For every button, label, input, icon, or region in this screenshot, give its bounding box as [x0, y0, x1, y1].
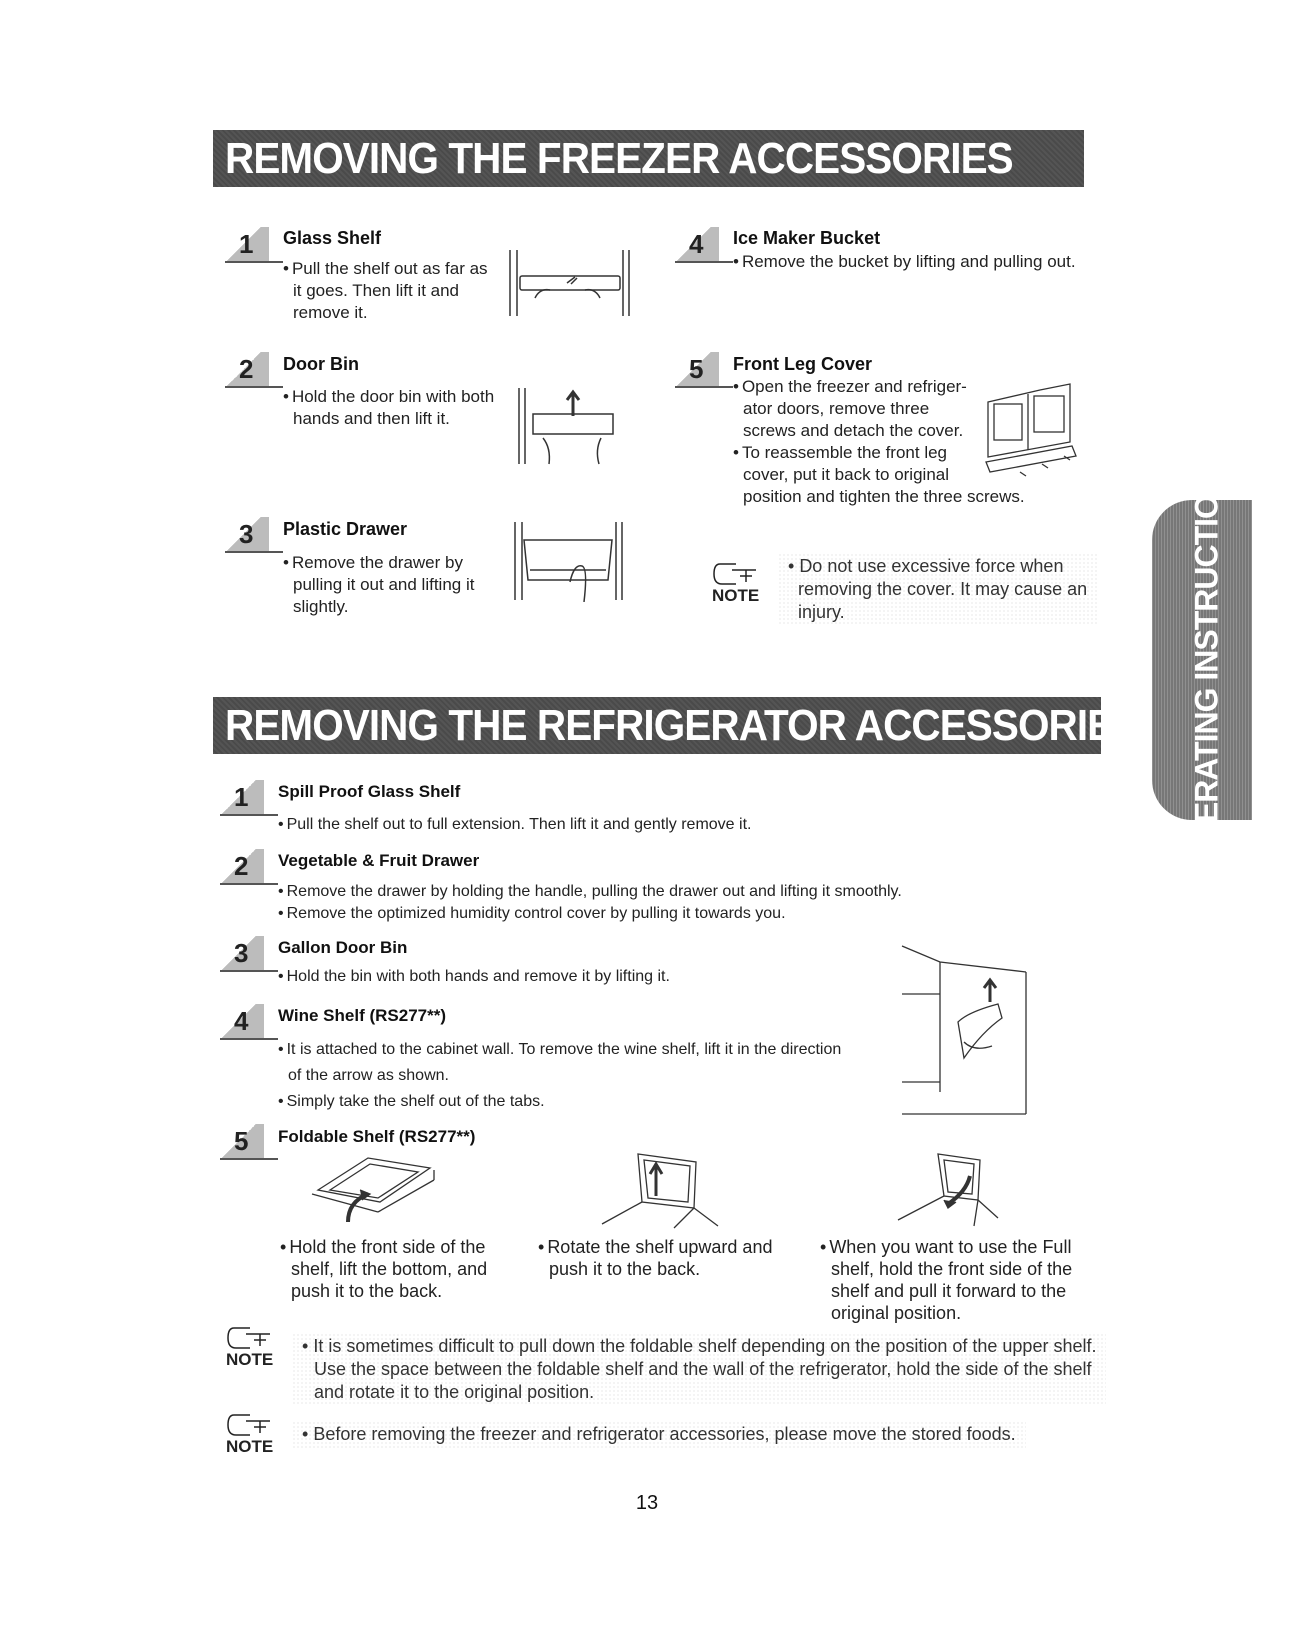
step-number-badge: 1: [220, 780, 264, 816]
front-leg-cover-illustration: [980, 382, 1080, 482]
step-number-badge: 4: [220, 1004, 264, 1040]
front-leg-cover-instructions: • Open the freezer and refriger- ator doors, remove three screws and detach the cover. • To reassemble the front leg cover, put it back to original position and tighten the three screws.: [733, 377, 1025, 506]
operating-instructions-side-tab: OPERATING INSTRUCTIONS: [1152, 500, 1252, 820]
foldable-shelf-title: Foldable Shelf (RS277**): [278, 1127, 476, 1146]
door-bin-illustration: [515, 386, 625, 466]
note-icon: NOTE: [226, 1413, 278, 1457]
plastic-drawer-title: Plastic Drawer: [283, 519, 408, 539]
door-bin-instructions: • Hold the door bin with both hands and then lift it.: [283, 387, 495, 428]
plastic-drawer-instructions: • Remove the drawer by pulling it out and lifting it slightly.: [283, 553, 475, 616]
foldable-shelf-step1-illustration: [308, 1150, 438, 1225]
step-number-badge: 3: [225, 517, 269, 553]
wine-shelf-instructions: • It is attached to the cabinet wall. To remove the wine shelf, lift it in the direction of the arrow as shown. • Simply take the shelf out of the tabs.: [278, 1041, 842, 1110]
ice-maker-bucket-instructions: • Remove the bucket by lifting and pulling out.: [733, 252, 1076, 271]
note-icon: NOTE: [712, 562, 764, 606]
step-number-badge: 4: [675, 227, 719, 263]
step-number-badge: 2: [220, 849, 264, 885]
freezer-section-banner: REMOVING THE FREEZER ACCESSORIES: [213, 130, 1084, 187]
glass-shelf-title: Glass Shelf: [283, 228, 382, 248]
note-icon: NOTE: [226, 1326, 278, 1370]
vegetable-fruit-drawer-title: Vegetable & Fruit Drawer: [278, 851, 480, 870]
plastic-drawer-illustration: [512, 520, 627, 602]
foldable-step2-text: • Rotate the shelf upward and push it to the back.: [538, 1237, 773, 1279]
refrigerator-section-banner: REMOVING THE REFRIGERATOR ACCESSORIES: [213, 697, 1101, 754]
spill-proof-glass-shelf-instructions: • Pull the shelf out to full extension. Then lift it and gently remove it.: [278, 816, 752, 833]
wine-shelf-title: Wine Shelf (RS277**): [278, 1006, 446, 1025]
foldable-shelf-note-text: • It is sometimes difficult to pull down the foldable shelf depending on the position of the upper shelf. Use the space between the foldable shelf and the wall of the refrigerator, hold the side of the shelf and rotate it to the original position.: [292, 1333, 1106, 1406]
foldable-shelf-step3-illustration: [878, 1150, 1008, 1230]
vegetable-fruit-drawer-instructions: • Remove the drawer by holding the handle, pulling the drawer out and lifting it smoothly. • Remove the optimized humidity control cover by pulling it towards you.: [278, 883, 902, 922]
foldable-shelf-step2-illustration: [598, 1150, 728, 1230]
glass-shelf-instructions: • Pull the shelf out as far as it goes. Then lift it and remove it.: [283, 259, 488, 322]
foldable-step3-text: • When you want to use the Full shelf, hold the front side of the shelf and pull it forward to the original position.: [820, 1237, 1073, 1323]
gallon-door-bin-instructions: • Hold the bin with both hands and remove it by lifting it.: [278, 968, 670, 985]
door-bin-title: Door Bin: [283, 354, 359, 374]
step-number-badge: 2: [225, 352, 269, 388]
wine-shelf-illustration: [898, 942, 1036, 1117]
step-number-badge: 5: [220, 1124, 264, 1160]
glass-shelf-illustration: [505, 248, 635, 318]
ice-maker-bucket-title: Ice Maker Bucket: [733, 228, 881, 248]
freezer-note-text: • Do not use excessive force when removing the cover. It may cause an injury.: [778, 553, 1097, 626]
foldable-step1-text: • Hold the front side of the shelf, lift the bottom, and push it to the back.: [280, 1237, 488, 1301]
page-number: 13: [635, 1492, 659, 1514]
gallon-door-bin-title: Gallon Door Bin: [278, 938, 408, 957]
stored-foods-note-text: • Before removing the freezer and refrigerator accessories, please move the stored foods.: [292, 1421, 1026, 1448]
step-number-badge: 5: [675, 352, 719, 388]
step-number-badge: 1: [225, 227, 269, 263]
spill-proof-glass-shelf-title: Spill Proof Glass Shelf: [278, 782, 461, 801]
step-number-badge: 3: [220, 936, 264, 972]
front-leg-cover-title: Front Leg Cover: [733, 354, 873, 374]
